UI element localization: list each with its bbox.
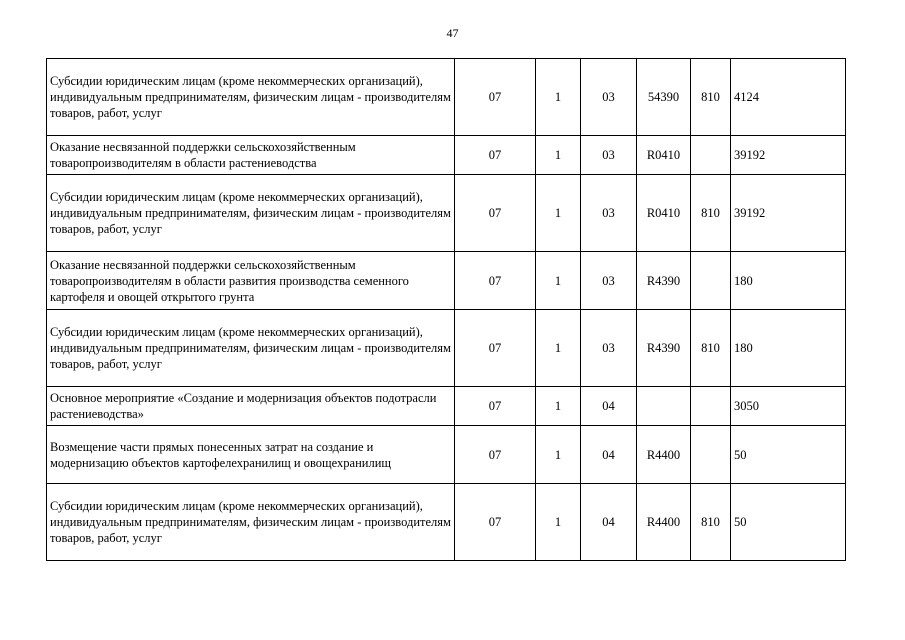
row-ved-code: 07 (455, 252, 536, 310)
table-row (47, 387, 846, 426)
row-description: Основное мероприятие «Создание и модернизация объектов подотрасли растениеводства» (47, 387, 455, 426)
row-description: Субсидии юридическим лицам (кроме некоммерческих организаций), индивидуальным предпринимателям, физическим лицам - производителям товаров, работ, услуг (47, 310, 455, 387)
row-subprogram-code: 1 (536, 252, 581, 310)
row-main-activity-code: 03 (581, 59, 637, 136)
row-amount: 180 (731, 252, 846, 310)
row-subprogram-code: 1 (536, 175, 581, 252)
budget-table (46, 58, 846, 561)
row-amount: 50 (731, 484, 846, 561)
row-amount: 39192 (731, 175, 846, 252)
row-subprogram-code: 1 (536, 59, 581, 136)
row-amount: 180 (731, 310, 846, 387)
row-expense-type (691, 136, 731, 175)
row-main-activity-code: 04 (581, 426, 637, 484)
row-ved-code: 07 (455, 426, 536, 484)
row-ved-code: 07 (455, 59, 536, 136)
row-expense-type: 810 (691, 310, 731, 387)
table-row (47, 310, 846, 387)
row-direction-code: R0410 (637, 136, 691, 175)
page-number: 47 (446, 26, 459, 40)
row-subprogram-code: 1 (536, 426, 581, 484)
row-main-activity-code: 03 (581, 136, 637, 175)
row-main-activity-code: 03 (581, 175, 637, 252)
table-row (47, 175, 846, 252)
row-main-activity-code: 04 (581, 387, 637, 426)
row-main-activity-code: 03 (581, 252, 637, 310)
row-subprogram-code: 1 (536, 136, 581, 175)
row-subprogram-code: 1 (536, 387, 581, 426)
table-row (47, 484, 846, 561)
row-ved-code: 07 (455, 310, 536, 387)
table-row (47, 252, 846, 310)
row-amount: 4124 (731, 59, 846, 136)
row-description: Оказание несвязанной поддержки сельскохозяйственным товаропроизводителям в области развития производства семенного картофеля и овощей открытого грунта (47, 252, 455, 310)
row-expense-type (691, 252, 731, 310)
table-row (47, 59, 846, 136)
row-description: Оказание несвязанной поддержки сельскохозяйственным товаропроизводителям в области растениеводства (47, 136, 455, 175)
table-row (47, 426, 846, 484)
row-expense-type (691, 387, 731, 426)
row-direction-code: R4390 (637, 252, 691, 310)
row-direction-code: R4400 (637, 426, 691, 484)
row-description: Субсидии юридическим лицам (кроме некоммерческих организаций), индивидуальным предпринимателям, физическим лицам - производителям товаров, работ, услуг (47, 59, 455, 136)
row-amount: 39192 (731, 136, 846, 175)
row-ved-code: 07 (455, 484, 536, 561)
row-ved-code: 07 (455, 387, 536, 426)
row-description: Возмещение части прямых понесенных затрат на создание и модернизацию объектов картофелехранилищ и овощехранилищ (47, 426, 455, 484)
row-amount: 50 (731, 426, 846, 484)
row-direction-code: R4390 (637, 310, 691, 387)
row-main-activity-code: 04 (581, 484, 637, 561)
row-expense-type: 810 (691, 59, 731, 136)
row-ved-code: 07 (455, 175, 536, 252)
row-main-activity-code: 03 (581, 310, 637, 387)
row-ved-code: 07 (455, 136, 536, 175)
row-subprogram-code: 1 (536, 484, 581, 561)
row-direction-code: R0410 (637, 175, 691, 252)
row-expense-type (691, 426, 731, 484)
row-direction-code: R4400 (637, 484, 691, 561)
row-amount: 3050 (731, 387, 846, 426)
row-expense-type: 810 (691, 175, 731, 252)
row-description: Субсидии юридическим лицам (кроме некоммерческих организаций), индивидуальным предпринимателям, физическим лицам - производителям товаров, работ, услуг (47, 175, 455, 252)
row-direction-code (637, 387, 691, 426)
row-expense-type: 810 (691, 484, 731, 561)
row-subprogram-code: 1 (536, 310, 581, 387)
row-direction-code: 54390 (637, 59, 691, 136)
table-row (47, 136, 846, 175)
row-description: Субсидии юридическим лицам (кроме некоммерческих организаций), индивидуальным предпринимателям, физическим лицам - производителям товаров, работ, услуг (47, 484, 455, 561)
